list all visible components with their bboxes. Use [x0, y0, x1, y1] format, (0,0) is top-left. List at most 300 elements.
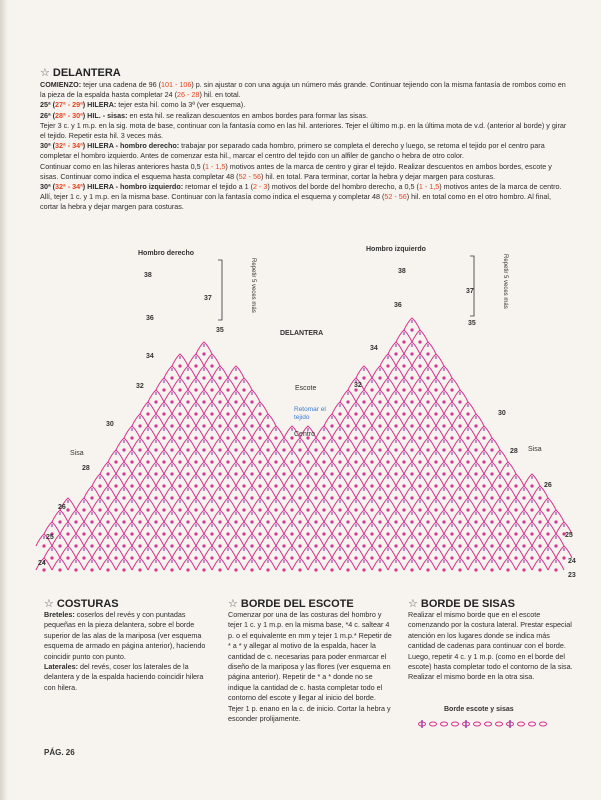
chain-arc	[420, 366, 436, 378]
chain-arc	[308, 462, 324, 474]
chain-arc	[492, 450, 508, 462]
stitch-dot	[242, 388, 245, 391]
chain-arc	[92, 522, 108, 534]
chain-arc	[356, 390, 372, 402]
stitch-dot	[66, 556, 69, 559]
stitch-dot	[154, 424, 157, 427]
chain-arc	[492, 474, 508, 486]
stitch-dot	[522, 544, 525, 547]
chain-arc	[412, 330, 428, 342]
chain-arc	[108, 522, 124, 534]
chain-arc	[412, 402, 428, 414]
stitch-dot	[466, 484, 469, 487]
chain-arc	[380, 546, 396, 558]
stitch-dot	[498, 460, 501, 463]
stitch-dot	[186, 448, 189, 451]
chain-arc	[204, 354, 220, 366]
chain-arc	[356, 366, 372, 378]
stitch-dot	[338, 532, 341, 535]
stitch-dot	[290, 508, 293, 511]
chain-arc	[332, 426, 348, 438]
chain-arc	[196, 510, 212, 522]
chain-arc	[444, 546, 460, 558]
chain-arc	[500, 510, 516, 522]
chain-arc	[452, 414, 468, 426]
stitch-dot	[474, 448, 477, 451]
chain-arc	[404, 462, 420, 474]
chain-arc	[308, 534, 324, 546]
stitch-dot	[458, 424, 461, 427]
chain-arc	[164, 390, 180, 402]
legend-chain-stitch	[496, 722, 503, 726]
chain-arc	[172, 450, 188, 462]
row-number-right: 26	[544, 482, 552, 489]
row-number-left: 34	[146, 353, 154, 360]
chain-arc	[388, 462, 404, 474]
chain-arc	[492, 546, 508, 558]
chain-arc	[284, 450, 300, 462]
stitch-dot	[170, 544, 173, 547]
stitch-dot	[234, 568, 237, 571]
star-icon: ☆	[40, 67, 50, 79]
stitch-dot	[394, 472, 397, 475]
chain-arc	[172, 522, 188, 534]
stitch-dot	[426, 448, 429, 451]
stitch-dot	[130, 556, 133, 559]
chain-arc	[316, 546, 332, 558]
stitch-dot	[258, 460, 261, 463]
stitch-dot	[274, 436, 277, 439]
chain-arc	[220, 378, 236, 390]
stitch-dot	[418, 532, 421, 535]
costuras-text	[44, 610, 216, 693]
chain-arc	[412, 378, 428, 390]
stitch-dot	[210, 388, 213, 391]
stitch-dot	[498, 532, 501, 535]
stitch-dot	[178, 484, 181, 487]
stitch-dot	[218, 568, 221, 571]
stitch-dot	[498, 508, 501, 511]
crochet-diagram	[30, 240, 585, 585]
stitch-dot	[274, 484, 277, 487]
stitch-dot	[442, 544, 445, 547]
stitch-dot	[298, 496, 301, 499]
stitch-dot	[554, 520, 557, 523]
stitch-dot	[434, 436, 437, 439]
chain-arc	[348, 522, 364, 534]
chain-arc	[444, 498, 460, 510]
chain-arc	[44, 546, 60, 558]
stitch-dot	[370, 484, 373, 487]
chain-arc	[60, 546, 76, 558]
stitch-dot	[394, 352, 397, 355]
chain-arc	[404, 342, 420, 354]
stitch-dot	[138, 496, 141, 499]
chain-arc	[404, 534, 420, 546]
stitch-dot	[362, 496, 365, 499]
chain-arc	[140, 402, 156, 414]
chain-arc	[324, 534, 340, 546]
chain-arc	[228, 414, 244, 426]
stitch-dot	[242, 484, 245, 487]
star-icon: ☆	[228, 598, 238, 610]
stitch-dot	[194, 436, 197, 439]
stitch-dot	[490, 520, 493, 523]
stitch-dot	[546, 532, 549, 535]
chain-arc	[228, 558, 244, 570]
chain-arc	[148, 414, 164, 426]
stitch-dot	[210, 460, 213, 463]
stitch-dot	[402, 484, 405, 487]
stitch-dot	[42, 568, 45, 571]
chain-arc	[356, 438, 372, 450]
stitch-dot	[426, 544, 429, 547]
stitch-dot	[282, 568, 285, 571]
stitch-dot	[426, 568, 429, 571]
chain-arc	[516, 510, 532, 522]
chain-arc	[292, 510, 308, 522]
stitch-dot	[274, 508, 277, 511]
chain-arc	[292, 534, 308, 546]
chain-arc	[140, 522, 156, 534]
chain-arc	[332, 474, 348, 486]
stitch-dot	[354, 412, 357, 415]
stitch-dot	[338, 460, 341, 463]
hombro-izquierdo-label: Hombro izquierdo	[366, 246, 426, 253]
chain-arc	[300, 498, 316, 510]
stitch-dot	[538, 544, 541, 547]
chain-arc	[212, 462, 228, 474]
stitch-dot	[130, 460, 133, 463]
chain-arc	[484, 558, 500, 570]
chain-arc	[324, 438, 340, 450]
stitch-dot	[514, 484, 517, 487]
stitch-dot	[410, 544, 413, 547]
chain-arc	[388, 534, 404, 546]
stitch-dot	[202, 400, 205, 403]
stitch-dot	[378, 568, 381, 571]
chain-arc	[516, 558, 532, 570]
stitch-dot	[90, 568, 93, 571]
chain-arc	[356, 534, 372, 546]
chain-arc	[156, 450, 172, 462]
stitch-dot	[314, 472, 317, 475]
chain-arc	[436, 414, 452, 426]
stitch-dot	[442, 424, 445, 427]
chain-arc	[500, 486, 516, 498]
hombro-derecho-label: Hombro derecho	[138, 250, 195, 257]
stitch-dot	[138, 448, 141, 451]
stitch-dot	[434, 508, 437, 511]
stitch-dot	[250, 400, 253, 403]
chain-arc	[300, 474, 316, 486]
stitch-dot	[394, 424, 397, 427]
stitch-dot	[482, 532, 485, 535]
stitch-dot	[250, 568, 253, 571]
stitch-dot	[210, 484, 213, 487]
stitch-dot	[274, 532, 277, 535]
chain-arc	[532, 558, 548, 570]
chain-arc	[420, 462, 436, 474]
chain-arc	[396, 522, 412, 534]
chain-arc	[188, 522, 204, 534]
stitch-dot	[298, 472, 301, 475]
chain-arc	[196, 534, 212, 546]
chain-arc	[196, 462, 212, 474]
stitch-dot	[226, 412, 229, 415]
stitch-dot	[178, 388, 181, 391]
chain-arc	[388, 486, 404, 498]
chain-arc	[420, 510, 436, 522]
chain-arc	[380, 354, 396, 366]
chain-arc	[188, 498, 204, 510]
chain-arc	[100, 534, 116, 546]
stitch-dot	[194, 508, 197, 511]
stitch-dot	[442, 400, 445, 403]
chain-arc	[108, 498, 124, 510]
chain-arc	[428, 546, 444, 558]
stitch-dot	[218, 544, 221, 547]
chain-arc	[180, 510, 196, 522]
stitch-dot	[442, 496, 445, 499]
stitch-dot	[346, 472, 349, 475]
stitch-dot	[106, 568, 109, 571]
chain-arc	[540, 498, 556, 510]
stitch-dot	[226, 460, 229, 463]
chain-arc	[388, 510, 404, 522]
stitch-dot	[490, 448, 493, 451]
chain-arc	[260, 486, 276, 498]
stitch-dot	[466, 436, 469, 439]
star-icon: ☆	[44, 598, 54, 610]
chain-arc	[196, 438, 212, 450]
chain-arc	[244, 510, 260, 522]
stitch-dot	[250, 448, 253, 451]
borde-sisas-title: ☆ BORDE DE SISAS	[408, 598, 516, 610]
chain-arc	[540, 546, 556, 558]
chain-arc	[300, 522, 316, 534]
borde-sisas-text	[408, 610, 576, 683]
hilera-30-derecho-paragraph: 30ª (32ª - 34ª) HILERA - hombro derecho: trabajar por separado cada hombro, primero se completa el derecho y luego, se retoma el tejido por el centro para completar el hombro izquierdo. Antes de comenzar esta hil., marcar el centro del tejido con un alfiler de gancho o hebra de otro color.	[40, 141, 545, 161]
chain-arc	[68, 558, 84, 570]
stitch-dot	[418, 508, 421, 511]
stitch-dot	[266, 424, 269, 427]
comienzo-paragraph: COMIENZO: tejer una cadena de 96 (101 - 106) p. sin ajustar o con una aguja un número más grande. Continuar tejiendo con la misma fantasía de rombos como en la pieza de la espalda hasta completar 24 (26 - 28) hil. en total.	[40, 80, 566, 100]
stitch-dot	[314, 544, 317, 547]
stitch-dot	[338, 508, 341, 511]
stitch-dot	[234, 376, 237, 379]
stitch-dot	[530, 508, 533, 511]
stitch-dot	[146, 556, 149, 559]
chain-arc	[124, 546, 140, 558]
chain-arc	[228, 366, 244, 378]
chain-arc	[180, 438, 196, 450]
stitch-dot	[442, 472, 445, 475]
chain-arc	[308, 438, 324, 450]
chain-arc	[116, 462, 132, 474]
stitch-dot	[490, 472, 493, 475]
chain-arc	[484, 462, 500, 474]
stitch-dot	[346, 544, 349, 547]
stitch-dot	[426, 424, 429, 427]
chain-arc	[324, 510, 340, 522]
chain-arc	[340, 390, 356, 402]
legend-chain-stitch	[485, 722, 492, 726]
chain-arc	[92, 474, 108, 486]
chain-arc	[132, 462, 148, 474]
stitch-dot	[82, 556, 85, 559]
chain-arc	[212, 510, 228, 522]
chain-arc	[436, 462, 452, 474]
sisa-left-label: Sisa	[70, 450, 84, 457]
chain-arc	[268, 498, 284, 510]
chain-arc	[364, 426, 380, 438]
stitch-dot	[378, 448, 381, 451]
stitch-dot	[186, 376, 189, 379]
stitch-dot	[378, 376, 381, 379]
stitch-dot	[458, 544, 461, 547]
chain-arc	[188, 474, 204, 486]
stitch-dot	[138, 472, 141, 475]
stitch-dot	[210, 508, 213, 511]
stitch-dot	[114, 508, 117, 511]
stitch-dot	[362, 520, 365, 523]
chain-arc	[212, 438, 228, 450]
chain-arc	[268, 426, 284, 438]
stitch-dot	[202, 544, 205, 547]
chain-arc	[156, 474, 172, 486]
stitch-dot	[250, 544, 253, 547]
chain-arc	[492, 522, 508, 534]
stitch-dot	[386, 460, 389, 463]
chain-arc	[220, 450, 236, 462]
stitch-dot	[170, 424, 173, 427]
chain-arc	[100, 510, 116, 522]
stitch-dot	[194, 388, 197, 391]
stitch-dot	[442, 448, 445, 451]
chain-arc	[212, 390, 228, 402]
chain-arc	[452, 510, 468, 522]
stitch-dot	[458, 400, 461, 403]
stitch-dot	[394, 496, 397, 499]
stitch-dot	[450, 388, 453, 391]
chain-arc	[412, 354, 428, 366]
chain-arc	[196, 486, 212, 498]
legend-chain-stitch	[441, 722, 448, 726]
stitch-dot	[394, 520, 397, 523]
stitch-dot	[330, 544, 333, 547]
stitch-dot	[402, 436, 405, 439]
chain-arc	[156, 426, 172, 438]
stitch-dot	[442, 568, 445, 571]
stitch-dot	[98, 508, 101, 511]
stitch-dot	[506, 520, 509, 523]
row-number-left: 32	[136, 383, 144, 390]
chain-arc	[188, 546, 204, 558]
chain-arc	[84, 486, 100, 498]
chain-arc	[148, 462, 164, 474]
chain-arc	[404, 558, 420, 570]
chain-arc	[100, 558, 116, 570]
stitch-dot	[82, 508, 85, 511]
chain-arc	[404, 486, 420, 498]
stitch-dot	[162, 388, 165, 391]
chain-arc	[292, 486, 308, 498]
chain-arc	[460, 546, 476, 558]
chain-arc	[180, 462, 196, 474]
stitch-dot	[434, 532, 437, 535]
stitch-dot	[122, 568, 125, 571]
stitch-dot	[234, 496, 237, 499]
stitch-dot	[410, 520, 413, 523]
stitch-dot	[458, 448, 461, 451]
stitch-dot	[258, 556, 261, 559]
chain-arc	[220, 522, 236, 534]
stitch-dot	[434, 556, 437, 559]
chain-arc	[252, 426, 268, 438]
stitch-dot	[258, 508, 261, 511]
chain-arc	[356, 510, 372, 522]
chain-arc	[44, 522, 60, 534]
stitch-dot	[202, 520, 205, 523]
stitch-dot	[218, 376, 221, 379]
stitch-dot	[186, 400, 189, 403]
stitch-dot	[434, 484, 437, 487]
chain-arc	[252, 450, 268, 462]
laterales-paragraph: Laterales: del revés, coser los laterales de la delantera y de la espalda haciendo coincidir hilera con hilera.	[44, 662, 204, 692]
stitch-dot	[410, 400, 413, 403]
chain-arc	[364, 522, 380, 534]
costuras-title: ☆ COSTURAS	[44, 598, 119, 610]
stitch-dot	[210, 364, 213, 367]
chain-arc	[380, 522, 396, 534]
chain-arc	[60, 522, 76, 534]
chain-arc	[92, 546, 108, 558]
stitch-dot	[186, 568, 189, 571]
chain-arc	[84, 510, 100, 522]
stitch-dot	[482, 436, 485, 439]
stitch-dot	[378, 544, 381, 547]
stitch-dot	[458, 496, 461, 499]
chain-arc	[404, 438, 420, 450]
chain-arc	[476, 426, 492, 438]
stitch-dot	[282, 544, 285, 547]
chain-arc	[260, 534, 276, 546]
chain-arc	[420, 342, 436, 354]
stitch-dot	[354, 460, 357, 463]
stitch-dot	[146, 532, 149, 535]
chain-arc	[436, 366, 452, 378]
chain-arc	[316, 426, 332, 438]
chain-arc	[300, 546, 316, 558]
chain-arc	[252, 402, 268, 414]
stitch-dot	[466, 532, 469, 535]
stitch-dot	[370, 556, 373, 559]
row-number-left: 25	[46, 534, 54, 541]
chain-arc	[332, 450, 348, 462]
centro-label: Centro	[294, 431, 316, 438]
chain-arc	[508, 498, 524, 510]
chain-arc	[332, 522, 348, 534]
chain-arc	[396, 330, 412, 342]
stitch-dot	[202, 448, 205, 451]
chain-arc	[460, 402, 476, 414]
stitch-dot	[154, 448, 157, 451]
chain-arc	[276, 462, 292, 474]
stitch-dot	[186, 520, 189, 523]
stitch-dot	[330, 424, 333, 427]
chain-arc	[260, 462, 276, 474]
